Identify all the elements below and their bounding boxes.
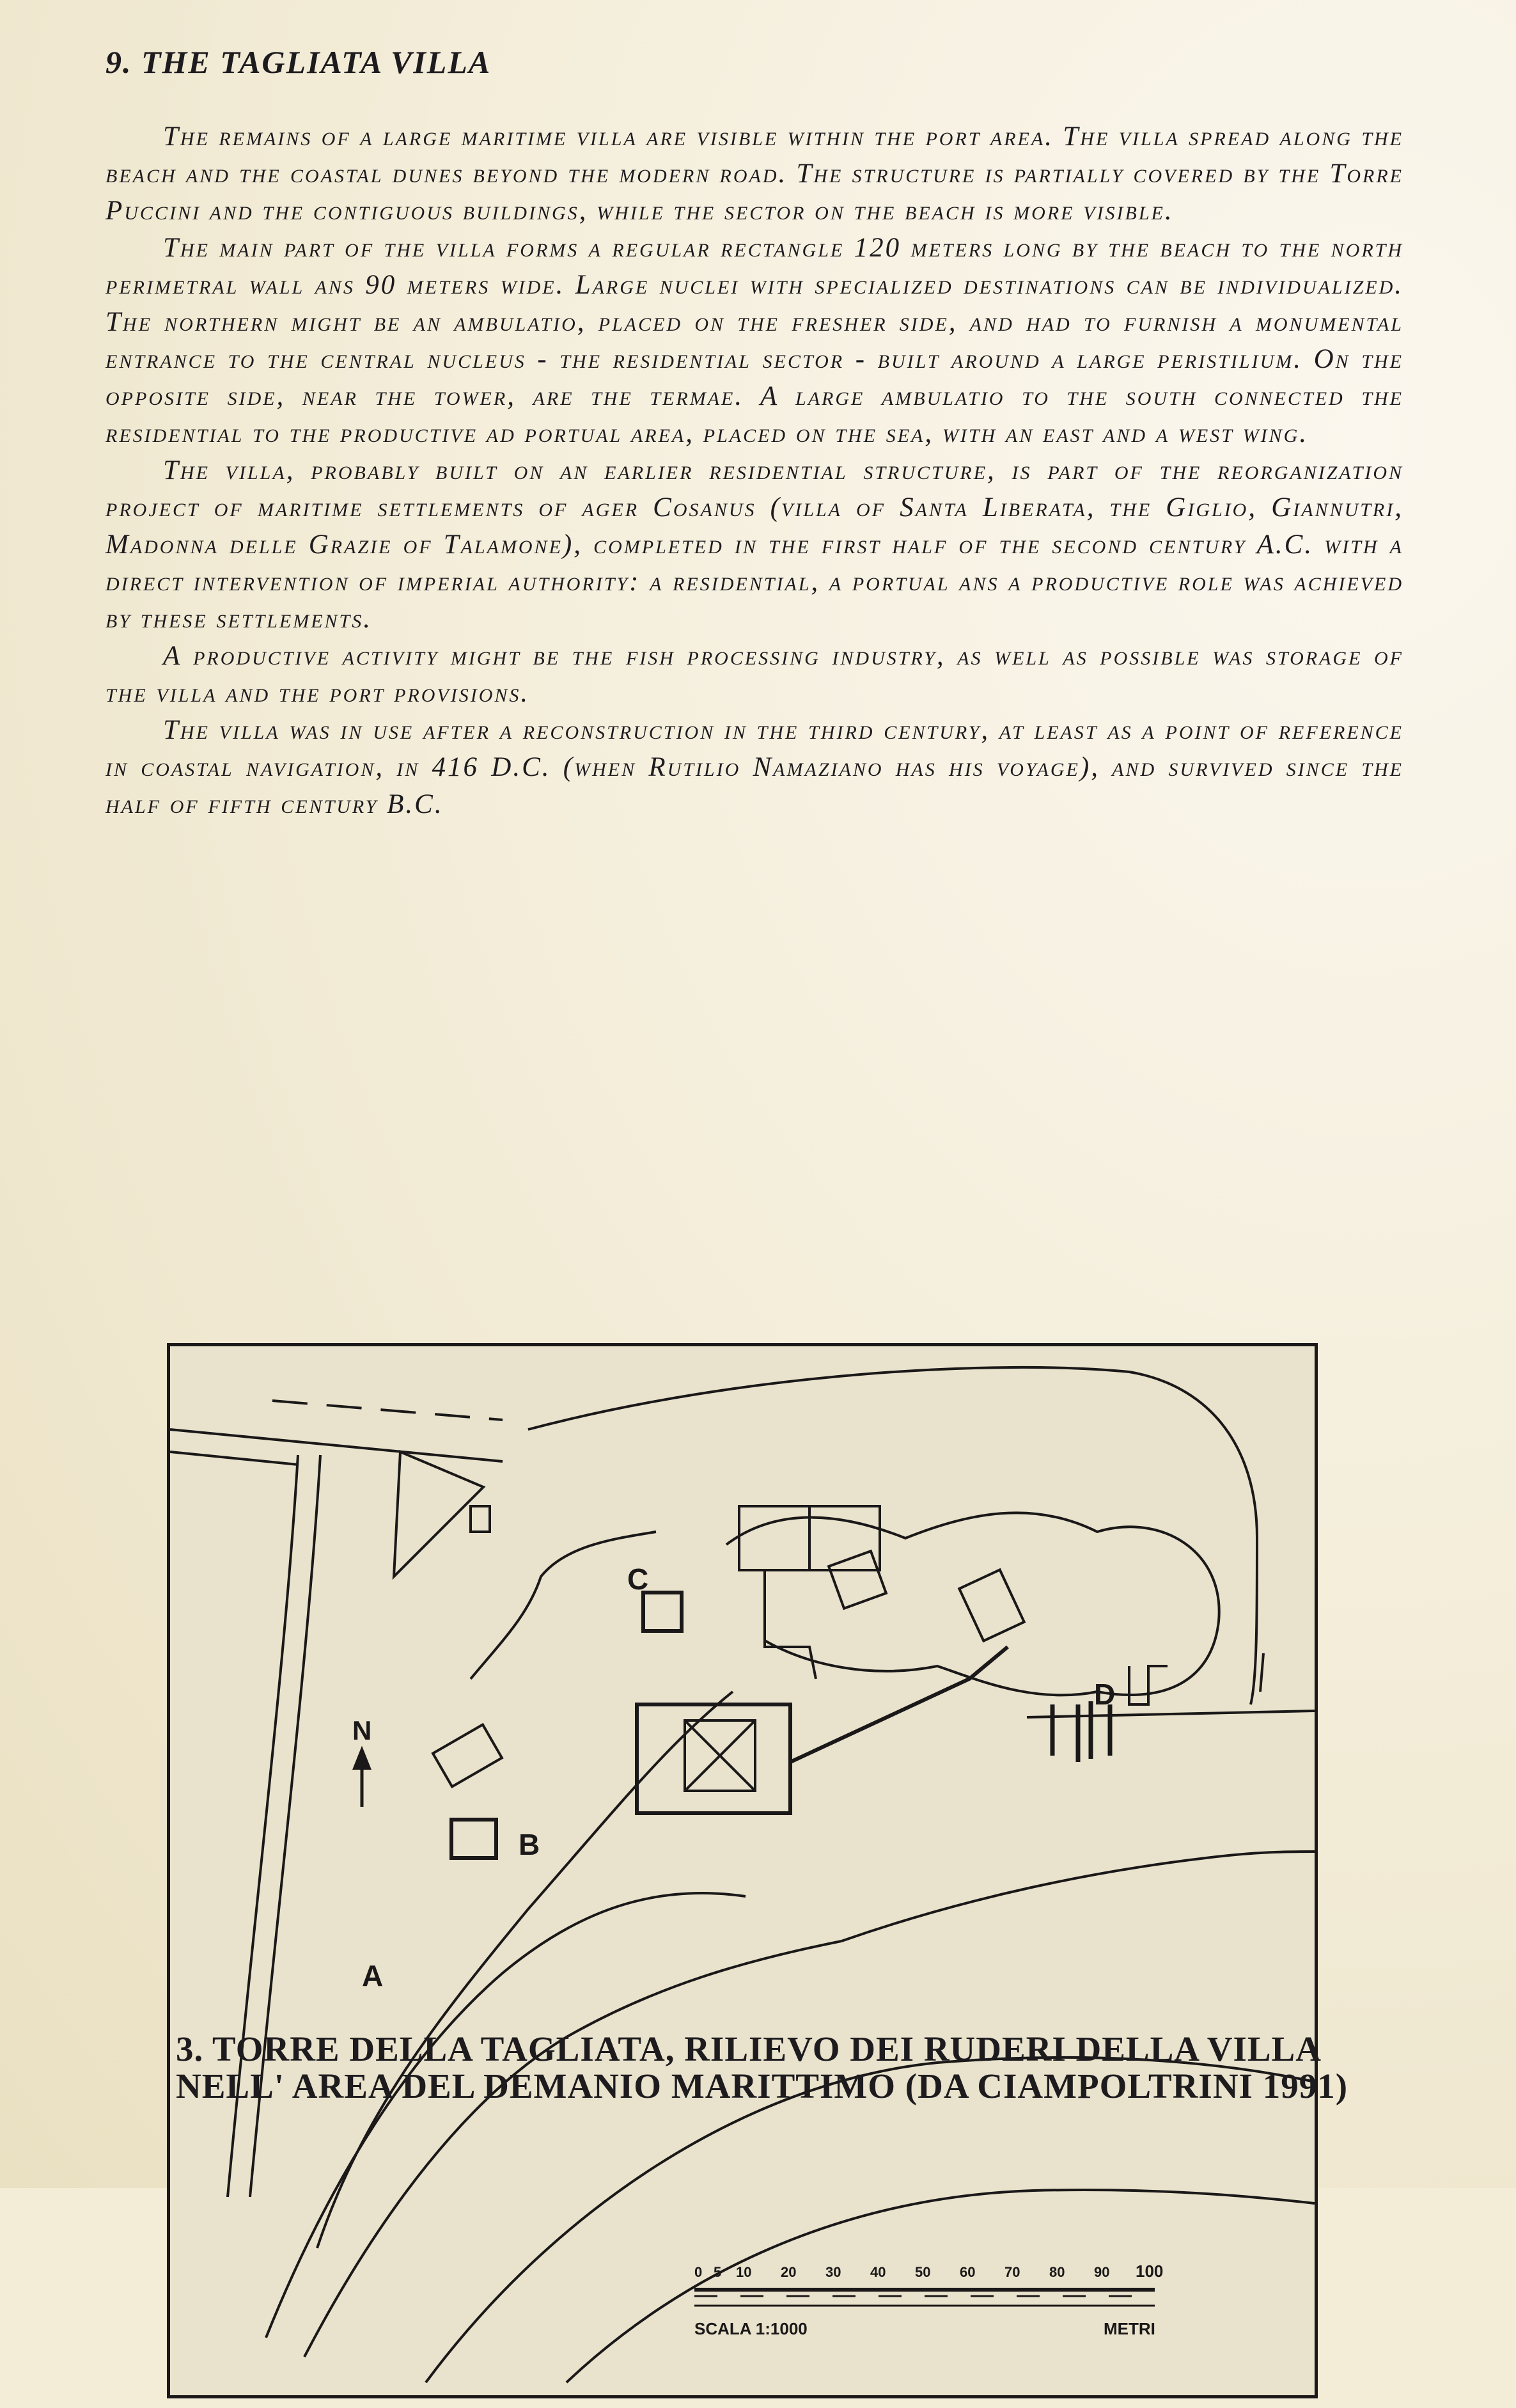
north-arrow-head [354, 1749, 370, 1768]
tower-torre-puccini [471, 1506, 490, 1532]
scale-tick-30: 30 [825, 2264, 841, 2280]
structure-d-east [1129, 1666, 1168, 1704]
pier-line [1027, 1711, 1315, 1717]
scale-tick-5: 5 [714, 2264, 722, 2280]
site-label-b: B [519, 1828, 540, 1861]
paragraph-2: The main part of the villa forms a regular rectangle 120 meters long by the beach to the north perimetral wall ans 90 meters wide. Large nuclei with specialized destinations can be individualized. The northern might be an ambulatio, placed on the fresher side, and had to furnish a monumental entrance to the central nucleus - the residential sector - built around a large peristilium. On the opposite side, near the tower, are the termae. A large ambulatio to the south connected the residential to the productive ad portual area, placed on the sea, with an east and a west wing. [105, 233, 1403, 448]
block-4 [959, 1570, 1024, 1641]
site-plan-map [167, 1343, 1318, 2398]
scale-tick-90: 90 [1094, 2264, 1110, 2280]
paragraph-3: The villa, probably built on an earlier residential structure, is part of the reorganization project of maritime settlements of ager Cosanus (villa of Santa Liberata, the Giglio, Giannutri, Madonna delle Grazie of Talamone), completed in the first half of the second century A.C. with a direct intervention of imperial authority: a residential, a portual ans a productive role was achieved by these settlements. [105, 455, 1403, 634]
north-label: N [352, 1715, 372, 1745]
block-1 [739, 1506, 809, 1570]
dune-outline [726, 1513, 1219, 1695]
scale-label: SCALA 1:1000 [694, 2319, 808, 2338]
site-label-c: C [627, 1562, 649, 1596]
site-plan-drawing [170, 1346, 1315, 2395]
scale-tick-50: 50 [915, 2264, 931, 2280]
scale-tick-20: 20 [781, 2264, 797, 2280]
site-label-a: A [362, 1959, 384, 1992]
paragraph-5: The villa was in use after a reconstruction in the third century, at least as a point of reference in coastal navigation, in 416 D.C. (when Rutilio Namaziano has his voyage), and survived since the half of fifth century B.C. [105, 715, 1403, 819]
contour-north [471, 1532, 656, 1679]
contour-beach-2 [304, 1941, 841, 2357]
corridor [765, 1570, 816, 1679]
contour-sea-1 [426, 2058, 1315, 2382]
scale-tick-10: 10 [736, 2264, 752, 2280]
scale-tick-80: 80 [1049, 2264, 1065, 2280]
structure-c [643, 1593, 682, 1631]
scale-tick-40: 40 [870, 2264, 886, 2280]
unit-label: METRI [1104, 2319, 1155, 2338]
paragraph-1: The remains of a large maritime villa are visible within the port area. The villa spread along the beach and the coastal dunes beyond the modern road. The structure is partially covered by the Torre Puccini and the contiguous buildings, while the sector on the beach is more visible. [105, 122, 1404, 226]
paragraph-4: A productive activity might be the fish processing industry, as well as possible was storage of the villa and the port provisions. [105, 641, 1403, 708]
road-top-2 [170, 1452, 298, 1465]
scale-tick-0: 0 [694, 2264, 703, 2280]
block-3 [829, 1551, 886, 1609]
site-plan-figure [167, 1343, 1321, 2408]
site-label-d: D [1094, 1678, 1116, 1711]
peristilium-cross [685, 1720, 755, 1791]
contour-shore [841, 1852, 1315, 1941]
road-top-dashed [272, 1401, 503, 1420]
structure-b2 [451, 1820, 496, 1858]
contour-sea-2 [567, 2190, 1315, 2382]
contour-beach-1 [266, 1893, 746, 2338]
body-text [105, 118, 1403, 823]
scale-tick-70: 70 [1004, 2264, 1020, 2280]
scale-tick-100: 100 [1136, 2262, 1164, 2281]
page-title: 9. THE TAGLIATA VILLA [105, 44, 492, 80]
structure-b1 [433, 1725, 502, 1787]
figure-caption: 3. TORRE DELLA TAGLIATA, RILIEVO DEI RUDERI DELLA VILLA NELL' AREA DEL DEMANIO MARITTIMO (DA CIAMPOLTRINI 1991) [176, 2029, 1348, 2105]
shore-mark [1260, 1653, 1263, 1692]
scale-tick-60: 60 [960, 2264, 976, 2280]
